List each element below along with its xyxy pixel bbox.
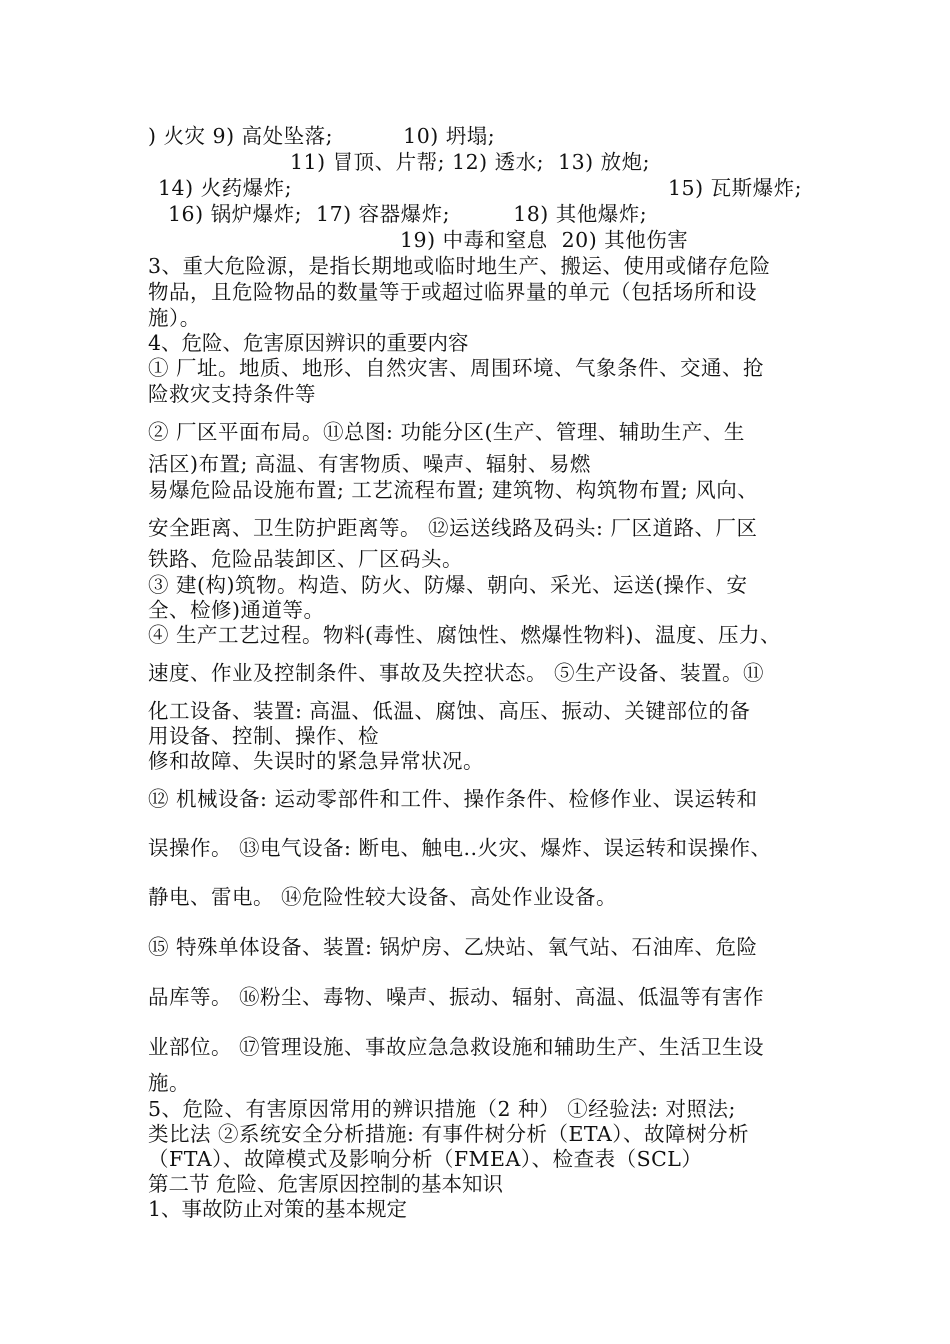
- section4-line: ② 厂区平面布局。⑪总图: 功能分区(生产、管理、辅助生产、生: [148, 420, 745, 444]
- section4-line: 易爆危险品设施布置; 工艺流程布置; 建筑物、构筑物布置; 风向、: [148, 478, 759, 502]
- subsection1-title: 1、事故防止对策的基本规定: [148, 1197, 408, 1221]
- section5-line: 类比法 ②系统安全分析措施: 有事件树分析（ETA）、故障树分析: [148, 1122, 750, 1146]
- section4-line: 用设备、控制、操作、检: [148, 724, 379, 748]
- section4-line: 误操作。 ⑬电气设备: 断电、触电..火灾、爆炸、误运转和误操作、: [148, 836, 772, 860]
- section4-line: 施。: [148, 1071, 190, 1095]
- section4-line: 品库等。 ⑯粉尘、毒物、噪声、振动、辐射、高温、低温等有害作: [148, 985, 765, 1009]
- section4-line: ⑮ 特殊单体设备、装置: 锅炉房、乙炔站、氧气站、石油库、危险: [148, 935, 758, 959]
- section3-line: 物品，且危险物品的数量等于或超过临界量的单元（包括场所和设: [148, 280, 757, 304]
- section5-line: （FTA）、故障模式及影响分析（FMEA）、检查表（SCL）: [148, 1147, 703, 1171]
- section4-line: ⑫ 机械设备: 运动零部件和工件、操作条件、检修作业、误运转和: [148, 787, 758, 811]
- section4-line: 速度、作业及控制条件、事故及失控状态。 ⑤生产设备、装置。⑪: [148, 661, 765, 685]
- section4-line: 化工设备、装置: 高温、低温、腐蚀、高压、振动、关键部位的备: [148, 699, 751, 723]
- section2-title: 第二节 危险、危害原因控制的基本知识: [148, 1172, 504, 1196]
- section4-line: 修和故障、失误时的紧急异常状况。: [148, 749, 484, 773]
- section4-line: 活区)布置; 高温、有害物质、噪声、辐射、易燃: [148, 452, 591, 476]
- section4-title: 4、危险、危害原因辨识的重要内容: [148, 331, 469, 355]
- list-line: 19) 中毒和窒息 20) 其他伤害: [400, 228, 689, 252]
- section5-line: 5、危险、有害原因常用的辨识措施（2 种） ①经验法: 对照法;: [148, 1097, 736, 1121]
- list-line: 14) 火药爆炸;: [158, 176, 293, 200]
- list-line: 11) 冒顶、片帮; 12) 透水; 13) 放炮;: [290, 150, 651, 174]
- list-line: 16) 锅炉爆炸; 17) 容器爆炸; 18) 其他爆炸;: [168, 202, 648, 226]
- section3-line: 3、重大危险源，是指长期地或临时地生产、搬运、使用或储存危险: [148, 254, 771, 278]
- list-line: ) 火灾 9) 高处坠落; 10) 坍塌;: [148, 124, 496, 148]
- section4-line: ① 厂址。地质、地形、自然灾害、周围环境、气象条件、交通、抢: [148, 356, 765, 380]
- section4-line: 险救灾支持条件等: [148, 382, 316, 406]
- section4-line: ③ 建(构)筑物。构造、防火、防爆、朝向、采光、运送(操作、安: [148, 573, 748, 597]
- section4-line: 安全距离、卫生防护距离等。 ⑫运送线路及码头: 厂区道路、厂区: [148, 516, 758, 540]
- section3-line: 施）。: [148, 306, 201, 330]
- section4-line: 静电、雷电。 ⑭危险性较大设备、高处作业设备。: [148, 885, 618, 909]
- section4-line: ④ 生产工艺过程。物料(毒性、腐蚀性、燃爆性物料)、温度、压力、: [148, 623, 782, 647]
- section4-line: 业部位。 ⑰管理设施、事故应急急救设施和辅助生产、生活卫生设: [148, 1035, 765, 1059]
- list-line: 15) 瓦斯爆炸;: [668, 176, 803, 200]
- section4-line: 全、检修)通道等。: [148, 598, 325, 622]
- section4-line: 铁路、危险品装卸区、厂区码头。: [148, 547, 463, 571]
